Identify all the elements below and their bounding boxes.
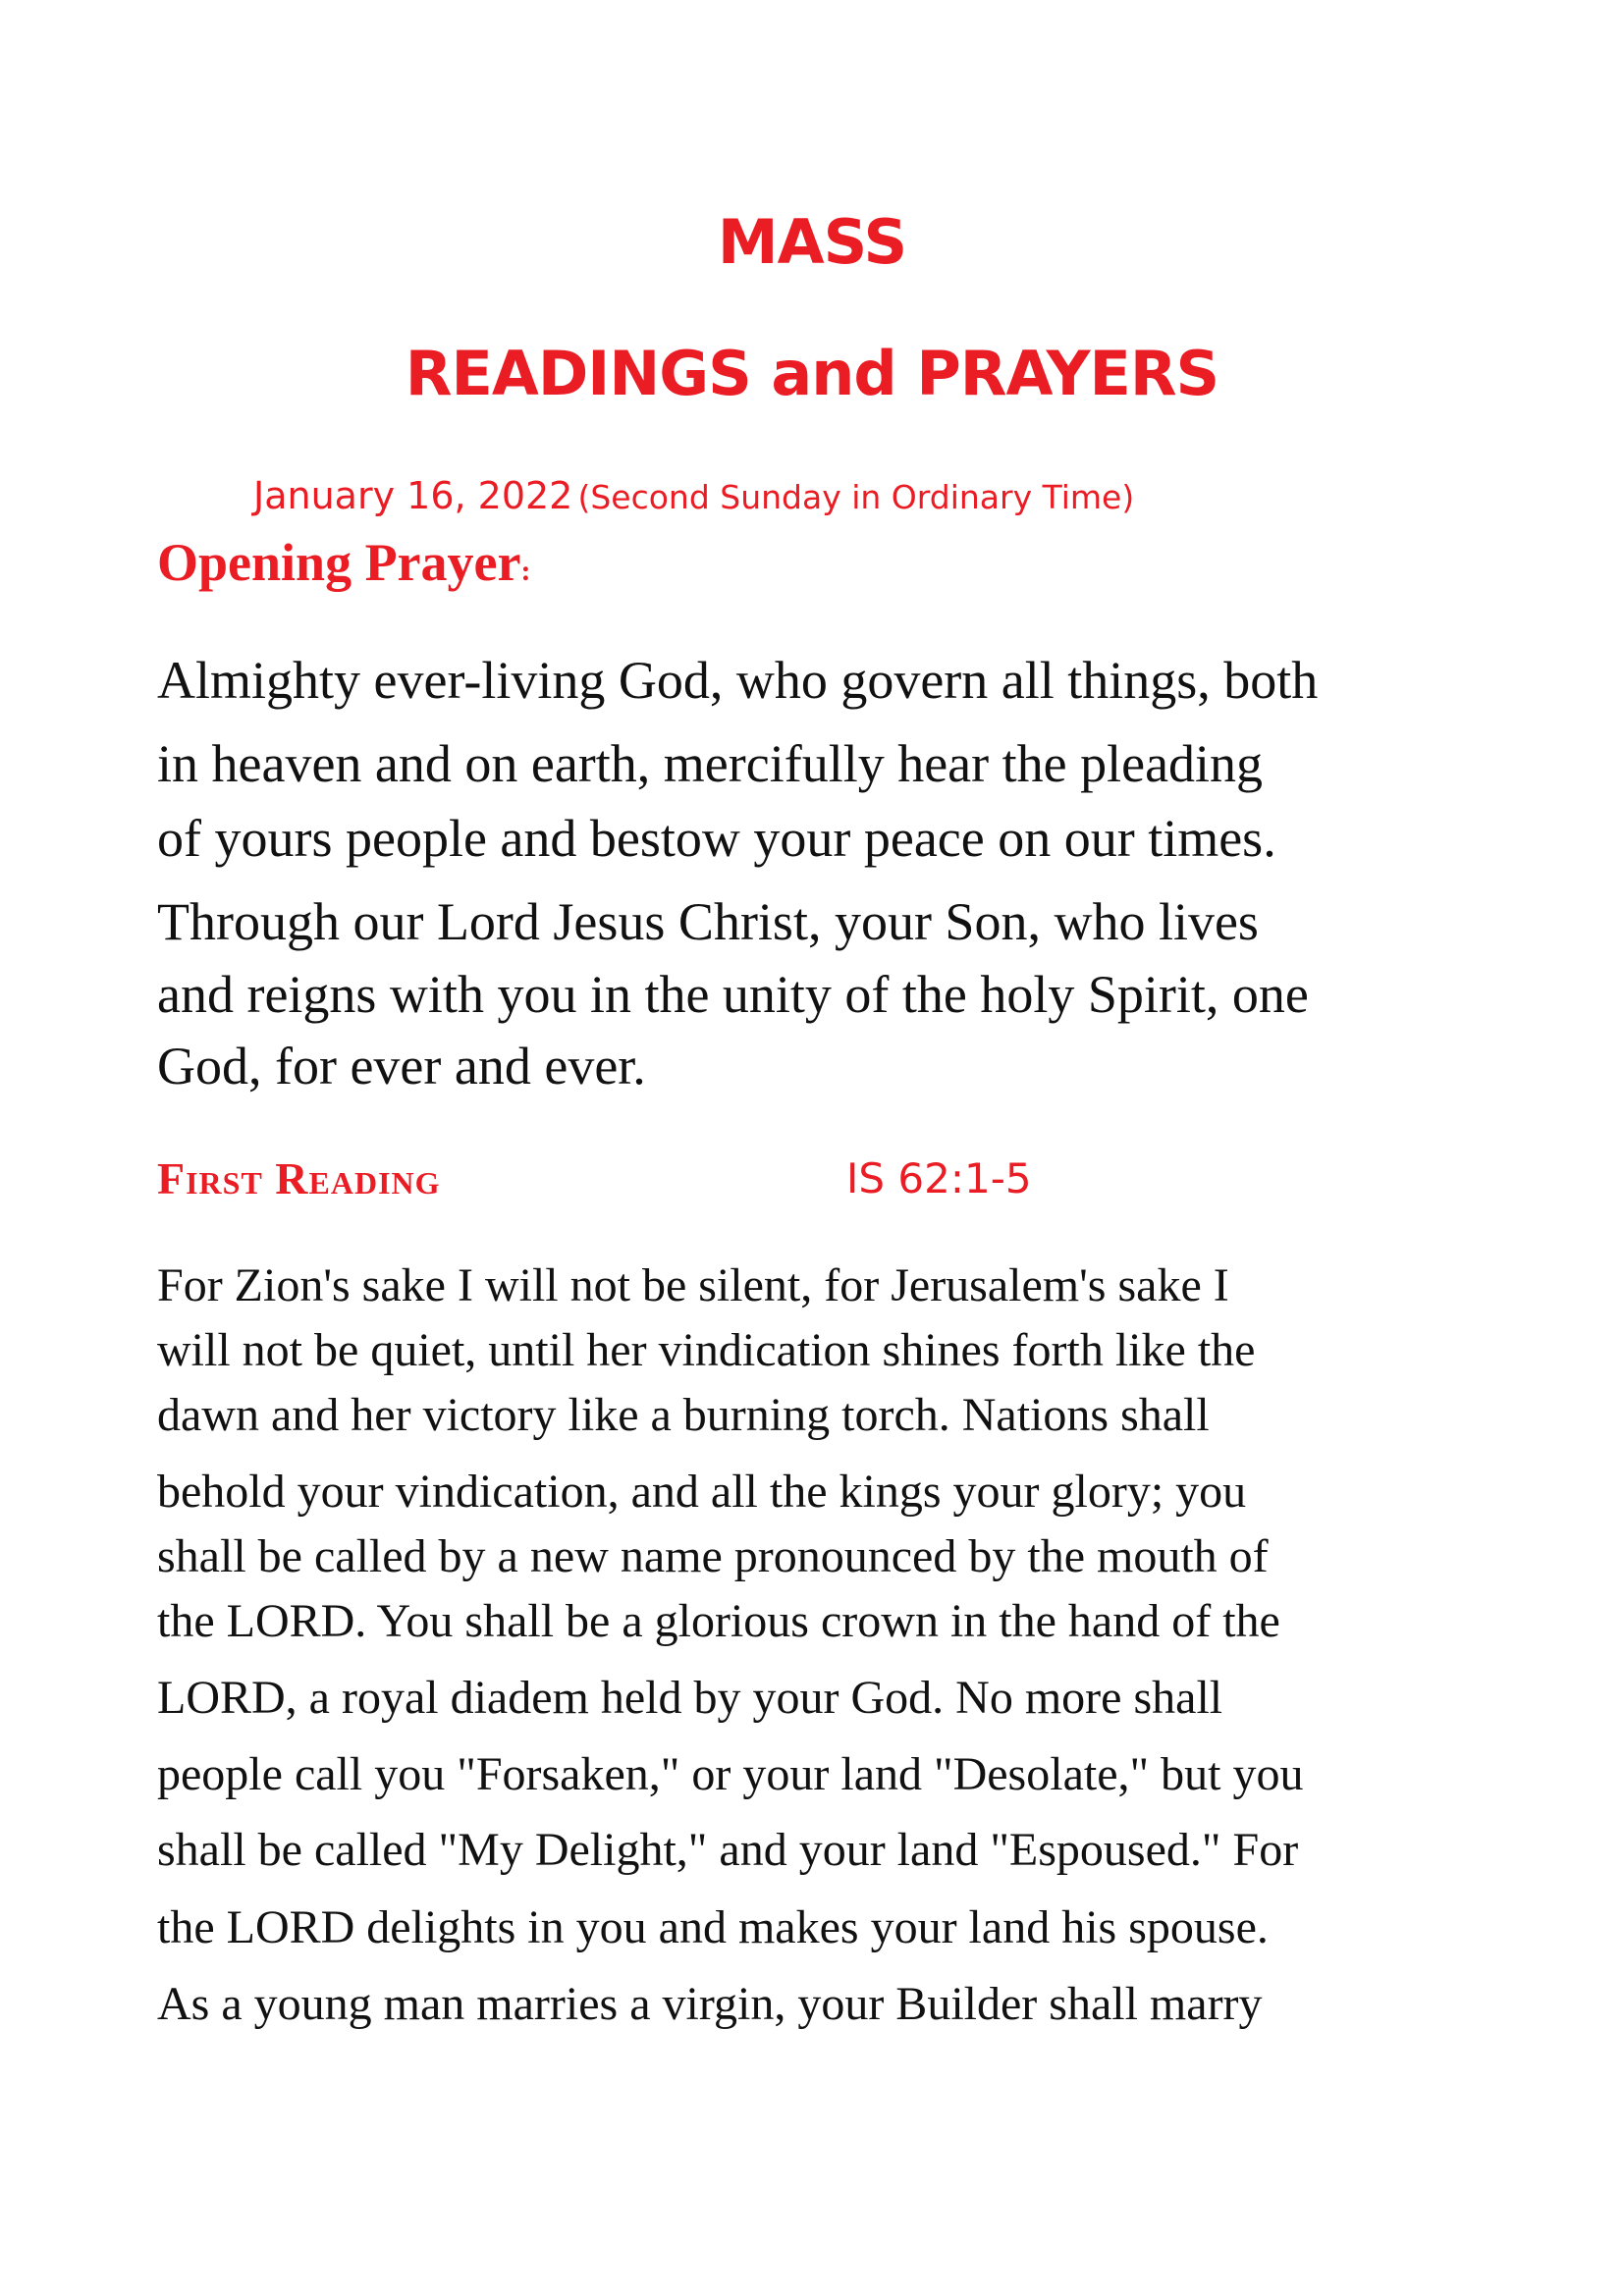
first-reading-heading: First Reading — [157, 1153, 441, 1203]
reading-line: the LORD. You shall be a glorious crown in the hand of the — [157, 1595, 1280, 1647]
date-line — [253, 474, 1134, 517]
reading-line: LORD, a royal diadem held by your God. No more shall — [157, 1672, 1223, 1724]
mass-date: January 16, 2022 — [253, 474, 573, 517]
opening-prayer-heading-text: Opening Prayer — [157, 533, 521, 592]
prayer-line: God, for ever and ever. — [157, 1037, 646, 1095]
reading-line: behold your vindication, and all the kings your glory; you — [157, 1466, 1247, 1518]
page-title: MASS — [717, 206, 907, 278]
reading-line: shall be called by a new name pronounced by the mouth of — [157, 1530, 1269, 1582]
prayer-line: Almighty ever-living God, who govern all things, both — [157, 651, 1319, 710]
reading-line: As a young man marries a virgin, your Builder shall marry — [157, 1978, 1263, 2030]
reading-line: will not be quiet, until her vindication shines forth like the — [157, 1324, 1256, 1376]
opening-prayer-heading-colon: : — [520, 555, 531, 587]
reading-line: shall be called "My Delight," and your land "Espoused." For — [157, 1824, 1299, 1876]
liturgical-occasion: (Second Sunday in Ordinary Time) — [577, 478, 1135, 516]
page-subtitle: READINGS and PRAYERS — [405, 338, 1219, 409]
prayer-line: and reigns with you in the unity of the holy Spirit, one — [157, 965, 1309, 1024]
reading-line: the LORD delights in you and makes your land his spouse. — [157, 1901, 1269, 1953]
reading-line: For Zion's sake I will not be silent, for Jerusalem's sake I — [157, 1259, 1229, 1311]
reading-line: people call you "Forsaken," or your land "Desolate," but you — [157, 1748, 1304, 1800]
prayer-line: in heaven and on earth, mercifully hear the pleading — [157, 734, 1264, 793]
opening-prayer-heading — [157, 532, 530, 593]
prayer-line: Through our Lord Jesus Christ, your Son, who lives — [157, 892, 1259, 951]
scripture-reference: IS 62:1-5 — [846, 1154, 1032, 1202]
prayer-line: of yours people and bestow your peace on our times. — [157, 809, 1276, 868]
reading-line: dawn and her victory like a burning torch. Nations shall — [157, 1389, 1210, 1441]
